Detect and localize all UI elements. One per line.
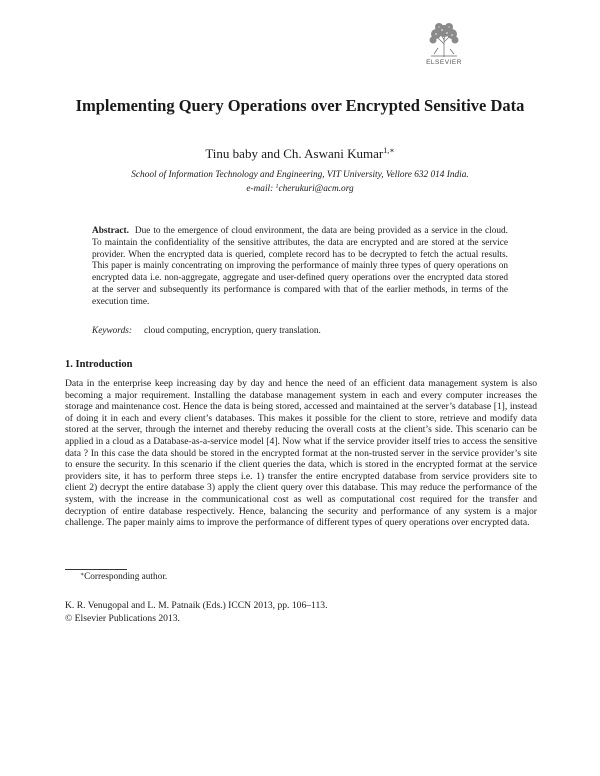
- footnote-rule: [65, 569, 127, 570]
- footnote-text: Corresponding author.: [84, 572, 168, 582]
- affiliation: School of Information Technology and Engineering, VIT University, Vellore 632 014 India.: [131, 170, 469, 180]
- publisher-name: ELSEVIER: [426, 59, 462, 66]
- keywords-text: cloud computing, encryption, query translation.: [143, 326, 321, 336]
- citation: [65, 600, 327, 625]
- publisher-logo: [424, 22, 464, 68]
- footnote-mark: ∗: [80, 572, 85, 578]
- author-marks: 1,∗: [383, 146, 395, 155]
- affiliation-block: [60, 170, 540, 195]
- elsevier-tree-icon: [427, 22, 461, 58]
- paper-title: Implementing Query Operations over Encrypted Sensitive Data: [75, 96, 525, 115]
- keywords: [92, 326, 508, 336]
- footnote: [80, 571, 167, 582]
- authors: Tinu baby and Ch. Aswani Kumar: [205, 146, 384, 161]
- email-line: [60, 182, 540, 196]
- abstract-label: Abstract.: [92, 226, 129, 236]
- email-mark: 1: [275, 183, 279, 190]
- copyright-line: © Elsevier Publications 2013.: [65, 612, 180, 624]
- section-heading: 1. Introduction: [65, 359, 133, 370]
- abstract-text: Due to the emergence of cloud environment, the data are being provided as a service in the cloud. To maintain the confidentiality of the sensitive attributes, the data are encrypted and are stored at the service provider. When the encrypted data is queried, complete record has to be decrypted to fetch the actual results. This paper is mainly concentrating on improving the performance of mainly three types of query operations on encrypted data i.e. non-aggregate, aggregate and user-defined query operations over the encrypted data stored at the server and subsequently its performance is compared with that of the earlier methods, in terms of the execution time.: [92, 226, 508, 307]
- email-label: e-mail:: [246, 183, 276, 194]
- keywords-label: Keywords:: [92, 326, 132, 336]
- citation-line: K. R. Venugopal and L. M. Patnaik (Eds.) ICCN 2013, pp. 106–113.: [65, 600, 328, 611]
- email-address: cherukuri@acm.org: [278, 183, 354, 194]
- author-line: [60, 146, 540, 162]
- abstract: [92, 226, 508, 309]
- introduction-paragraph: Data in the enterprise keep increasing day by day and hence the need of an efficient data management system is also becoming a major requirement. Installing the database management system in each and every computer increases the storage and maintenance cost. Hence the data is being stored, accessed and maintained at the server’s database [1], instead of doing it in each and every client’s databases. This makes it possible for the client to store, retrieve and modify data stored at the server, through the internet and thereby reducing the overall costs at the client’s side. This scenario can be applied in a cloud as a Database-as-a-service model [4]. Now what if the service provider itself tries to access the sensitive data ? In this case the data should be stored in the encrypted format at the non-trusted server in the service provider’s site to ensure the security. In this scenario if the client queries the data, which is stored in the encrypted format at the service providers site, it has to perform three steps i.e. 1) transfer the entire encrypted database from service providers site to client 2) decrypt the entire database 3) apply the client query over this database. This may reduce the performance of the system, with the increase in the communicational cost as well as computational cost required for the transfer and decryption of entire database respectively. Hence, balancing the security and performance of any system is a major challenge. The paper mainly aims to improve the performance of different types of query operations over encrypted data.: [65, 378, 537, 529]
